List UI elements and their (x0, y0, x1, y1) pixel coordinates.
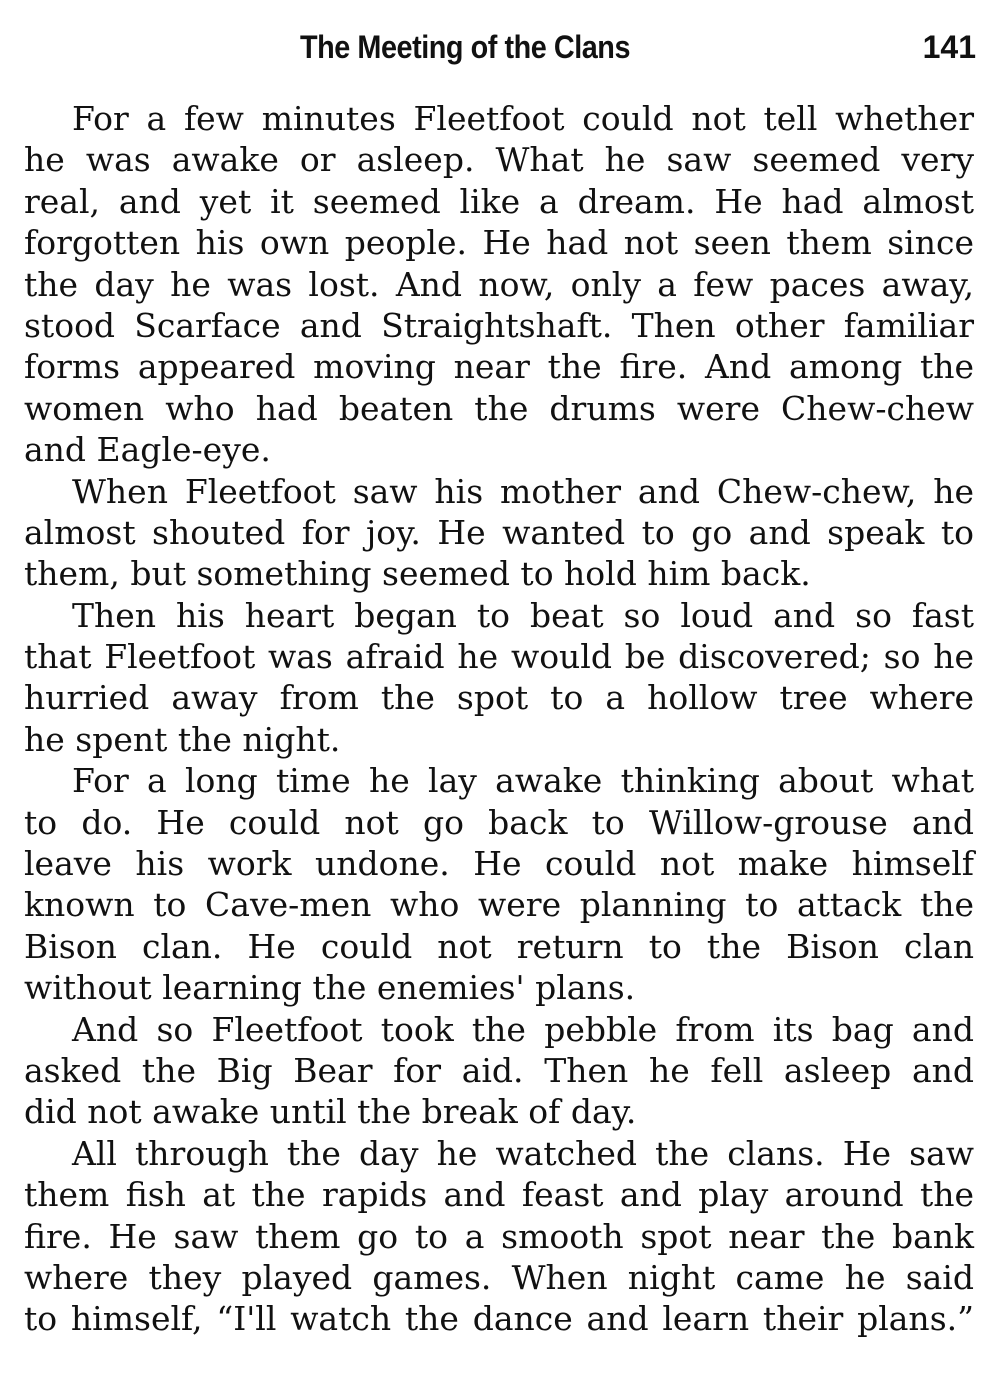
paragraph-1 (24, 98, 974, 471)
text-line: real, and yet it seemed like a dream. He had almost (24, 181, 974, 221)
text-line: the day he was lost. And now, only a few paces away, (24, 264, 974, 304)
text-line: forgotten his own people. He had not seen them since (24, 223, 974, 263)
paragraph-3 (24, 595, 974, 761)
text-line: asked the Big Bear for aid. Then he fell asleep and (24, 1050, 974, 1090)
paragraph-2 (24, 471, 974, 595)
text-line: and Eagle-eye. (24, 430, 271, 470)
body-text (24, 98, 974, 1340)
paragraph-5 (24, 1009, 974, 1133)
text-line: he spent the night. (24, 719, 341, 759)
text-line: hurried away from the spot to a hollow tree where (24, 678, 974, 718)
text-line: For a long time he lay awake thinking about what (72, 761, 974, 801)
page-number: 141 (922, 29, 976, 65)
text-line: them, but something seemed to hold him back. (24, 554, 811, 594)
text-line: he was awake or asleep. What he saw seemed very (24, 140, 974, 180)
text-line: All through the day he watched the clans. He saw (72, 1133, 974, 1173)
text-line: Then his heart began to beat so loud and so fast (72, 595, 974, 635)
text-line: where they played games. When night came he said (24, 1257, 974, 1297)
text-line: forms appeared moving near the fire. And among the (24, 347, 974, 387)
text-line: Bison clan. He could not return to the Bison clan (24, 926, 974, 966)
text-line: almost shouted for joy. He wanted to go and speak to (24, 512, 974, 552)
text-line: did not awake until the break of day. (24, 1092, 637, 1132)
paragraph-6 (24, 1133, 974, 1340)
paragraph-4 (24, 760, 974, 1008)
text-line: fire. He saw them go to a smooth spot near the bank (24, 1216, 974, 1256)
text-line: to do. He could not go back to Willow-grouse and (24, 802, 974, 842)
running-title: The Meeting of the Clans (300, 29, 631, 65)
text-line: known to Cave-men who were planning to attack the (24, 885, 974, 925)
text-line: without learning the enemies' plans. (24, 968, 636, 1008)
text-line: stood Scarface and Straightshaft. Then other familiar (24, 305, 974, 345)
text-line: women who had beaten the drums were Chew-chew (24, 388, 974, 428)
text-line: When Fleetfoot saw his mother and Chew-chew, he (72, 471, 974, 511)
text-line: For a few minutes Fleetfoot could not tell whether (72, 99, 974, 138)
text-line: them fish at the rapids and feast and play around the (24, 1175, 974, 1215)
text-line: that Fleetfoot was afraid he would be discovered; so he (24, 637, 974, 677)
text-line: leave his work undone. He could not make himself (24, 844, 974, 884)
text-line: And so Fleetfoot took the pebble from its bag and (72, 1009, 974, 1049)
text-line: to himself, “I'll watch the dance and learn their plans.” (24, 1299, 974, 1339)
